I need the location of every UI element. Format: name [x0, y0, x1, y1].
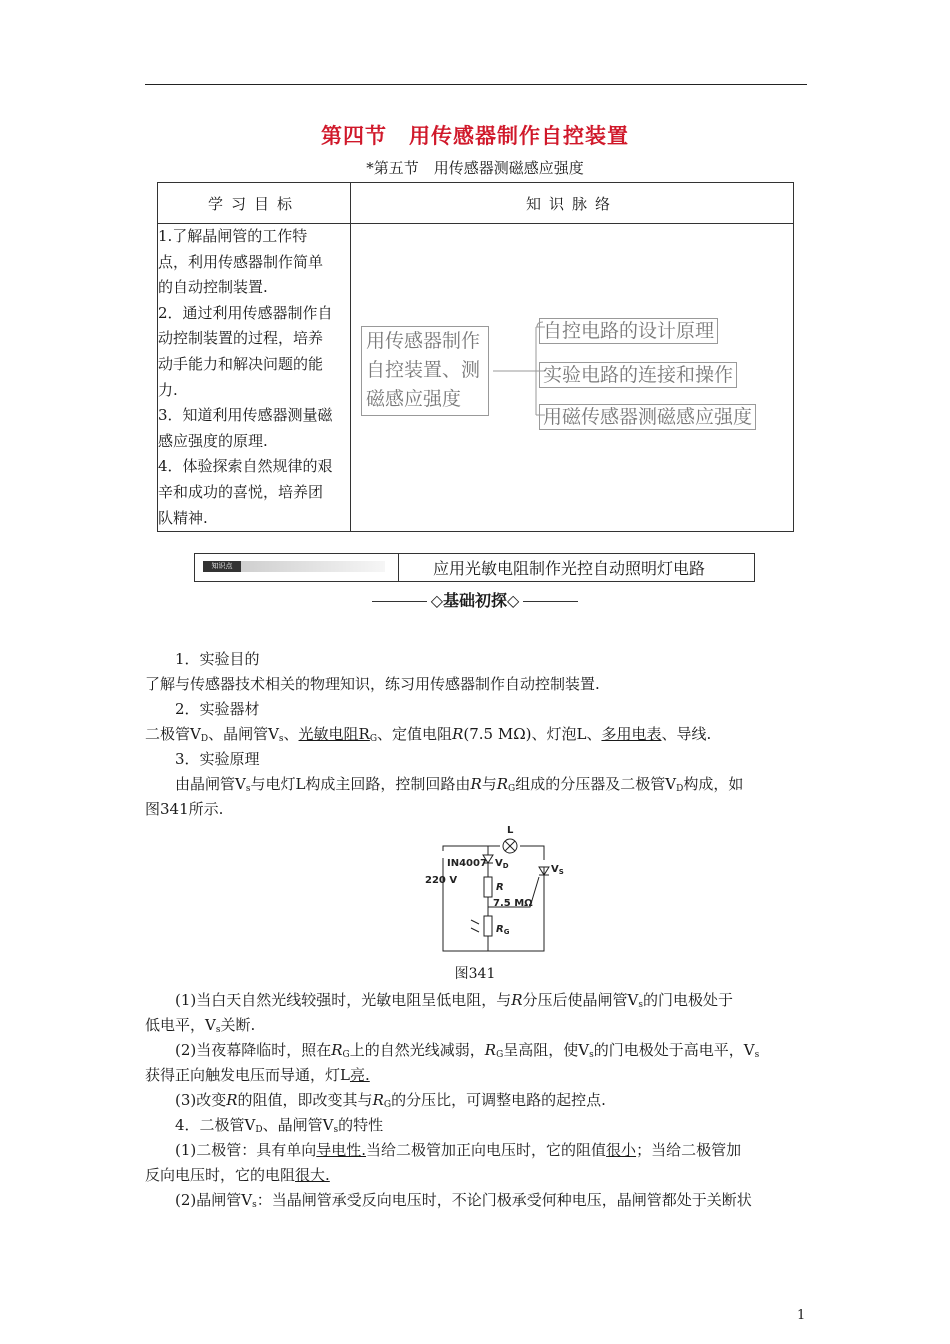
- text: 的门电极处于高电平，V: [593, 1041, 755, 1059]
- text: 、导线.: [661, 725, 712, 743]
- paragraph-c3: [145, 1089, 837, 1110]
- section-heading: [0, 588, 950, 611]
- goal-line: 辛和成功的喜悦，培养团: [158, 482, 324, 501]
- text: 分压后使晶闸管V: [522, 991, 639, 1009]
- text: 与: [481, 775, 497, 793]
- text: 的门电极处于: [643, 991, 734, 1009]
- symbol-rg: R: [331, 1041, 343, 1059]
- text: 二极管V: [145, 725, 201, 743]
- text: 4．二极管V: [175, 1116, 256, 1134]
- label-r: R: [496, 882, 504, 893]
- goal-line: 感应强度的原理.: [158, 431, 268, 450]
- underlined-answer: 导电性.: [316, 1141, 367, 1159]
- label-vd: $V_D$: [495, 858, 509, 870]
- symbol-r: R: [470, 775, 482, 793]
- symbol-r: R: [511, 991, 523, 1009]
- paragraph-c1-cont: [145, 1014, 807, 1035]
- label-l: L: [507, 825, 514, 836]
- text: 的分压比，可调整电路的起控点.: [391, 1091, 606, 1109]
- divider: [523, 601, 578, 602]
- subscript: D: [255, 1125, 263, 1135]
- goal-line: 力.: [158, 380, 178, 399]
- heading-characteristics: [145, 1114, 837, 1135]
- underlined-answer: 亮.: [349, 1066, 370, 1084]
- text: 、晶闸管V: [262, 1116, 334, 1134]
- subscript: s: [638, 1000, 644, 1010]
- goal-line: 动手能力和解决问题的能: [158, 354, 324, 373]
- mindmap-branch-2: 实验电路的连接和操作: [539, 362, 737, 388]
- section-title: ◇基础初探◇: [430, 591, 520, 610]
- text: 呈高阻，使V: [503, 1041, 590, 1059]
- symbol-rg: R: [484, 1041, 497, 1059]
- underlined-answer: [299, 725, 378, 743]
- col-header-knowledge: 知识脉络: [351, 183, 794, 224]
- text: 的特性: [338, 1116, 384, 1134]
- knowledge-point-title: 应用光敏电阻制作光控自动照明灯电路: [433, 559, 706, 578]
- subscript: s: [245, 784, 251, 794]
- text: 由晶闸管V: [175, 775, 246, 793]
- text: (1)当白天自然光线较强时，光敏电阻呈低电阻，与: [175, 991, 512, 1009]
- knowledge-point-bar: [194, 553, 755, 582]
- text: 上的自然光线减弱，: [349, 1041, 485, 1059]
- paragraph-purpose: [145, 673, 807, 694]
- paragraph-materials: [145, 723, 807, 744]
- paragraph-principle: [145, 773, 837, 794]
- label-vs: $V_S$: [551, 864, 564, 876]
- underlined-answer: 多用电表: [601, 725, 662, 743]
- page-subtitle: *第五节 用传感器测磁感应强度: [366, 159, 584, 177]
- subscript: G: [383, 1100, 392, 1110]
- text: 、: [283, 725, 299, 743]
- figure-caption: 图341: [454, 966, 496, 982]
- subscript: G: [508, 784, 516, 794]
- subscript: s: [754, 1050, 760, 1060]
- paragraph-c2-cont: [145, 1064, 807, 1085]
- goal-line: 2．通过利用传感器制作自: [158, 303, 333, 322]
- goal-line: 1.了解晶闸管的工作特: [158, 227, 308, 245]
- paragraph-thyristor: [145, 1189, 837, 1210]
- text: 、定值电阻: [377, 725, 453, 743]
- text: 的阻值，即改变其与: [237, 1091, 373, 1109]
- text: 与电灯L构成主回路，控制回路由: [250, 775, 471, 793]
- mindmap-root-line: 用传感器制作: [366, 330, 481, 352]
- paragraph-principle-cont: 图341所示.: [145, 800, 224, 818]
- knowledge-point-ribbon: [241, 561, 385, 572]
- text: 构成，如: [683, 775, 744, 793]
- subscript: D: [676, 784, 684, 794]
- text: 光敏电阻R: [298, 725, 370, 743]
- underlined-answer: 很小: [606, 1141, 637, 1159]
- subscript: G: [496, 1050, 504, 1060]
- mindmap-root-line: 自控装置、测: [366, 359, 481, 381]
- label-in4007: IN4007: [447, 858, 487, 869]
- subscript: G: [342, 1050, 350, 1060]
- subscript: s: [252, 1200, 257, 1210]
- divider: [398, 554, 399, 581]
- text: 、晶闸管V: [208, 725, 279, 743]
- heading-purpose: 1．实验目的: [175, 650, 260, 668]
- paragraph-diode-cont: [145, 1164, 807, 1185]
- text: 获得正向触发电压而导通，灯L: [145, 1066, 350, 1084]
- mindmap-root: [361, 326, 489, 416]
- label-rg: $R_G$: [496, 924, 510, 936]
- underlined-answer: 很大.: [295, 1166, 330, 1184]
- label-r-value: 7.5 MΩ: [493, 898, 533, 909]
- knowledge-mindmap: [351, 224, 793, 529]
- symbol-rg: R: [496, 775, 509, 793]
- text: (3)改变: [175, 1091, 227, 1109]
- text: 反向电压时，它的电阻: [145, 1166, 296, 1184]
- text: (2)晶闸管V: [175, 1191, 253, 1209]
- text: ：当晶闸管承受反向电压时，不论门极承受何种电压，晶闸管都处于关断状: [256, 1191, 752, 1209]
- subscript: G: [369, 734, 378, 744]
- goal-line: 动控制装置的过程，培养: [158, 329, 324, 348]
- text: 低电平，V: [145, 1016, 216, 1034]
- mindmap-root-line: 磁感应强度: [366, 388, 462, 410]
- paragraph-c1: [145, 989, 837, 1010]
- divider: [372, 601, 427, 602]
- symbol-r: R: [452, 725, 464, 743]
- objectives-table: [157, 182, 794, 532]
- text: (2)当夜幕降临时，照在: [175, 1041, 332, 1059]
- symbol-r: R: [226, 1091, 238, 1109]
- text: 当给二极管加正向电压时，它的阻值: [366, 1141, 607, 1159]
- goal-line: 队精神.: [158, 508, 208, 527]
- symbol-rg: R: [372, 1091, 384, 1109]
- heading-principle: 3．实验原理: [175, 750, 260, 768]
- goals-cell: [158, 224, 351, 532]
- text: 关断.: [220, 1016, 256, 1034]
- goal-line: 4．体验探索自然规律的艰: [158, 457, 333, 476]
- text: 组成的分压器及二极管V: [515, 775, 677, 793]
- mindmap-branch-1: 自控电路的设计原理: [539, 318, 718, 344]
- page-number: 1: [797, 1308, 806, 1323]
- paragraph-diode: [145, 1139, 837, 1160]
- header-rule: [145, 84, 807, 85]
- mindmap-cell: [351, 224, 794, 532]
- circuit-diagram: [423, 818, 563, 953]
- goal-line: 的自动控制装置.: [158, 278, 268, 297]
- goal-line: 3．知道利用传感器测量磁: [158, 406, 333, 425]
- subscript: s: [589, 1050, 594, 1060]
- subscript: s: [278, 734, 284, 744]
- goal-line: 点，利用传感器制作简单: [158, 252, 324, 271]
- subscript: s: [333, 1125, 339, 1135]
- paragraph-c2: [145, 1039, 837, 1060]
- text: (1)二极管：具有单向: [175, 1141, 317, 1159]
- subscript: s: [215, 1025, 221, 1035]
- subscript: D: [200, 734, 209, 744]
- label-220v: 220 V: [425, 875, 458, 886]
- text: ；当给二极管加: [636, 1141, 742, 1159]
- col-header-goals: 学习目标: [158, 183, 351, 224]
- text: 了解与传感器技术相关的物理知识，练习用传感器制作自动控制装置.: [145, 675, 600, 693]
- text: (7.5 MΩ)、灯泡L、: [463, 725, 602, 743]
- knowledge-point-tag: 知识点: [203, 561, 241, 572]
- heading-materials: 2．实验器材: [175, 700, 260, 718]
- mindmap-branch-3: 用磁传感器测磁感应强度: [539, 404, 756, 430]
- page-title: 第四节 用传感器制作自控装置: [321, 124, 629, 148]
